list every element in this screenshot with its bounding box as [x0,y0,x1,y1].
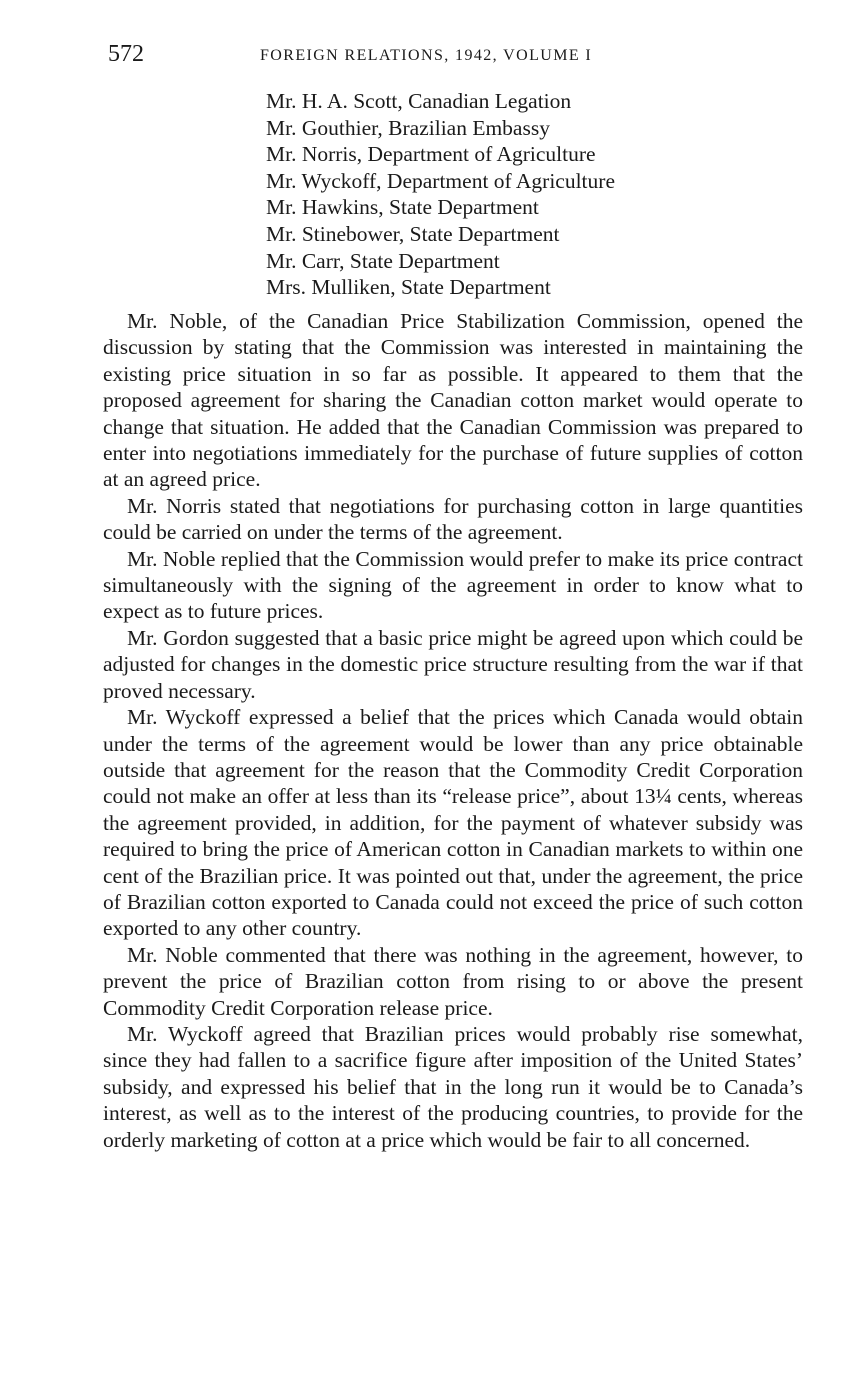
attendee-item: Mr. Carr, State Department [266,248,500,273]
attendee-item: Mr. Hawkins, State Department [266,195,539,220]
paragraph: Mr. Gordon suggested that a basic price might be agreed upon which could be adjusted for changes in the domestic price structure resulting from the war if that proved necessary. [103,625,803,703]
paragraph: Mr. Noble, of the Canadian Price Stabilization Commission, opened the discussion by stating that the Commission was interested in maintaining the existing price situation in so far as possible. It appeared to them that the proposed agreement for sharing the Canadian cotton market would operate to change that situation. He added that the Canadian Commission was prepared to enter into negotiations immediately for the purchase of future supplies of cotton at an agreed price. [103,309,803,492]
running-title: FOREIGN RELATIONS, 1942, VOLUME I [260,47,593,64]
body-text [103,308,803,1153]
paragraph: Mr. Noble replied that the Commission would prefer to make its price contract simultaneously with the signing of the agreement in order to know what to expect as to future prices. [103,546,803,624]
paragraph: Mr. Wyckoff expressed a belief that the prices which Canada would obtain under the terms of the agreement would be lower than any price obtainable outside that agreement for the reason that the Commodity Credit Corporation could not make an offer at less than its “release price”, about 13¼ cents, whereas the agreement provided, in addition, for the payment of whatever subsidy was required to bring the price of American cotton in Canadian markets to within one cent of the Brazilian price. It was pointed out that, under the agreement, the price of Brazilian cotton exported to Canada could not exceed the price of such cotton exported to any other country. [103,705,803,941]
page-number: 572 [108,41,144,67]
attendee-item: Mr. Wyckoff, Department of Agriculture [266,168,615,193]
attendee-item: Mr. H. A. Scott, Canadian Legation [266,89,572,113]
attendee-item: Mr. Stinebower, State Department [266,221,560,246]
paragraph: Mr. Norris stated that negotiations for purchasing cotton in large quantities could be carried on under the terms of the agreement. [103,493,803,545]
paragraph: Mr. Noble commented that there was nothing in the agreement, however, to prevent the price of Brazilian cotton from rising to or above the present Commodity Credit Corporation release price. [103,942,803,1020]
attendee-item: Mrs. Mulliken, State Department [266,275,551,300]
attendee-item: Mr. Norris, Department of Agriculture [266,142,596,167]
attendee-item: Mr. Gouthier, Brazilian Embassy [266,115,550,140]
attendee-list [266,88,615,301]
paragraph: Mr. Wyckoff agreed that Brazilian prices would probably rise somewhat, since they had fallen to a sacrifice figure after imposition of the United States’ subsidy, and expressed his belief that in the long run it would be to Canada’s interest, as well as to the interest of the producing countries, to provide for the orderly marketing of cotton at a price which would be fair to all concerned. [103,1021,803,1152]
running-head [108,40,668,70]
